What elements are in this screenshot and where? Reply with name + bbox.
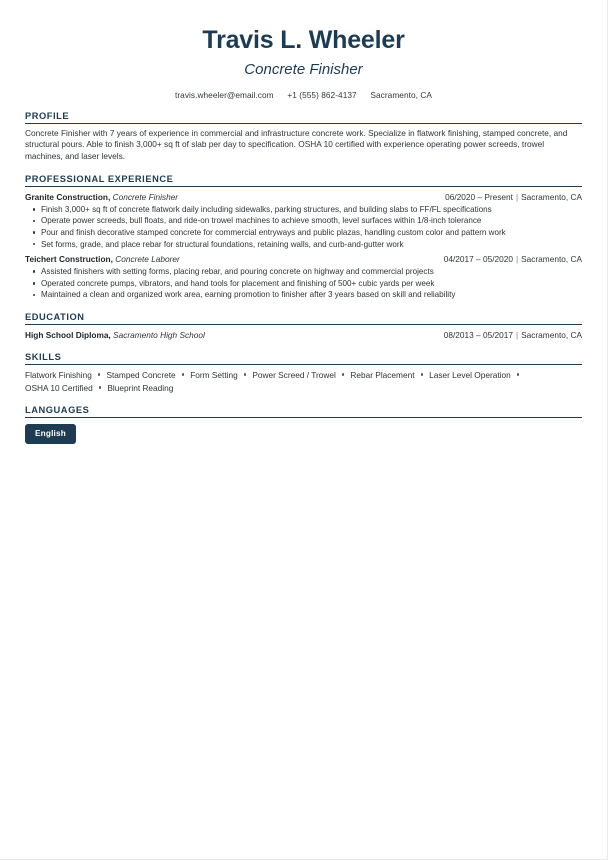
section-education <box>25 312 582 341</box>
experience-entry-meta <box>444 254 582 265</box>
profile-summary-text: Concrete Finisher with 7 years of experience in commercial and infrastructure concrete work. Specialize in flatwork finishing, stamped concrete, and structural pours. Able to finish 3,000+ sq ft of slab per day to specification. OSHA 10 certified with experience operating power screeds, trowel machines, and laser levels. <box>25 127 568 162</box>
skill-item: Form Setting <box>190 369 238 380</box>
section-title-profile: PROFILE <box>25 111 582 124</box>
experience-bullet-list <box>25 204 582 251</box>
skills-list <box>25 369 582 395</box>
experience-organization: Teichert Construction, <box>25 254 113 265</box>
experience-role: Concrete Finisher <box>112 191 179 202</box>
contact-location: Sacramento, CA <box>370 89 432 100</box>
meta-separator: | <box>515 254 519 265</box>
experience-entry-meta <box>445 192 582 203</box>
education-entry-meta <box>444 330 582 341</box>
education-dates: 08/2013 – 05/2017 <box>443 329 513 340</box>
resume-header <box>25 0 582 100</box>
experience-bullet: Operated concrete pumps, vibrators, and hand tools for placement and finishing of 500+ cubic yards per week <box>25 278 582 290</box>
experience-bullet: Pour and finish decorative stamped concrete for commercial entryways and public plazas, handling custom color and pattern work <box>25 227 582 239</box>
education-degree-school <box>25 330 205 341</box>
education-entry <box>25 330 582 341</box>
skill-item: OSHA 10 Certified <box>25 382 93 393</box>
skill-separator-dot-icon <box>342 373 345 376</box>
section-title-skills: SKILLS <box>25 352 582 365</box>
experience-entry-org-role <box>25 192 178 203</box>
experience-entry <box>25 192 582 250</box>
education-entry-header <box>25 330 582 341</box>
skill-separator-dot-icon <box>244 373 247 376</box>
experience-organization: Granite Construction, <box>25 191 111 202</box>
section-languages <box>25 405 582 444</box>
contact-info <box>25 90 582 100</box>
experience-bullet-list <box>25 266 582 301</box>
experience-entry <box>25 254 582 301</box>
contact-email[interactable]: travis.wheeler@email.com <box>175 89 274 100</box>
experience-entry-header <box>25 254 582 265</box>
section-title-education: EDUCATION <box>25 312 582 325</box>
section-profile <box>25 111 582 163</box>
experience-entry-org-role <box>25 254 180 265</box>
skill-separator-dot-icon <box>98 373 101 376</box>
section-title-languages: LANGUAGES <box>25 405 582 418</box>
education-school: Sacramento High School <box>113 329 205 340</box>
experience-bullet: Set forms, grade, and place rebar for structural foundations, retaining walls, and curb-and-gutter work <box>25 239 582 251</box>
section-title-experience: PROFESSIONAL EXPERIENCE <box>25 174 582 187</box>
skill-item: Laser Level Operation <box>429 369 511 380</box>
experience-location: Sacramento, CA <box>521 191 582 202</box>
section-body-skills <box>25 365 582 395</box>
experience-dates: 04/2017 – 05/2020 <box>443 254 513 265</box>
skill-item: Blueprint Reading <box>107 382 174 393</box>
language-badge: English <box>25 424 76 444</box>
experience-bullet: Assisted finishers with setting forms, placing rebar, and pouring concrete on highway and commercial projects <box>25 266 582 278</box>
skill-separator-dot-icon <box>182 373 185 376</box>
section-body-profile <box>25 124 582 163</box>
section-skills <box>25 352 582 395</box>
skill-separator-dot-icon <box>517 373 520 376</box>
experience-bullet: Finish 3,000+ sq ft of concrete flatwork daily including sidewalks, parking structures, and building slabs to FF/FL specifications <box>25 204 582 216</box>
experience-bullet: Maintained a clean and organized work area, earning promotion to finisher after 3 years based on skill and reliability <box>25 289 582 301</box>
skill-item: Stamped Concrete <box>106 369 176 380</box>
candidate-job-title: Concrete Finisher <box>244 60 363 78</box>
skill-item: Rebar Placement <box>350 369 415 380</box>
experience-entry-header <box>25 192 582 203</box>
skill-separator-dot-icon <box>421 373 424 376</box>
education-degree: High School Diploma, <box>25 329 111 340</box>
languages-list <box>25 418 582 444</box>
section-body-experience <box>25 187 582 301</box>
section-experience <box>25 174 582 301</box>
meta-separator: | <box>515 191 519 202</box>
education-location: Sacramento, CA <box>521 329 582 340</box>
meta-separator: | <box>515 329 519 340</box>
skill-item: Power Screed / Trowel <box>252 369 336 380</box>
contact-phone[interactable]: +1 (555) 862-4137 <box>287 89 357 100</box>
experience-location: Sacramento, CA <box>521 254 582 265</box>
candidate-name: Travis L. Wheeler <box>202 26 405 54</box>
experience-role: Concrete Laborer <box>115 254 180 265</box>
experience-bullet: Operate power screeds, bull floats, and ride-on trowel machines to achieve smooth, level surfaces within 1/8-inch tolerance <box>25 215 582 227</box>
section-body-education <box>25 325 582 341</box>
skill-item: Flatwork Finishing <box>25 369 92 380</box>
skill-separator-dot-icon <box>99 386 102 389</box>
experience-dates: 06/2020 – Present <box>445 191 513 202</box>
